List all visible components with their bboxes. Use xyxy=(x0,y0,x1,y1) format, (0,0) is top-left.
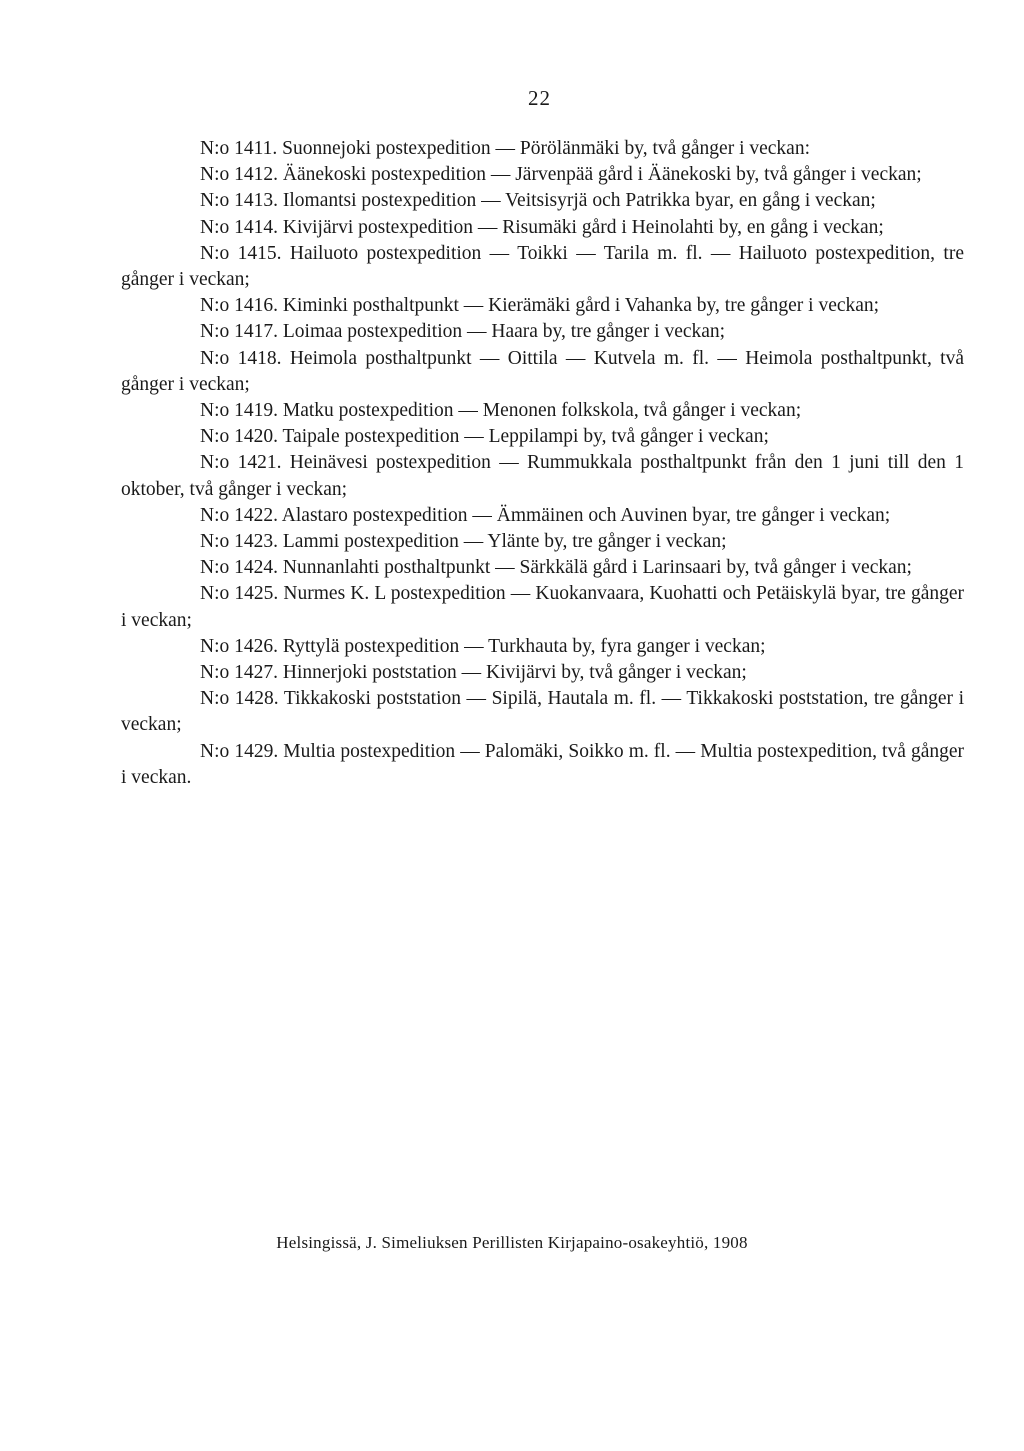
entry-1413: N:o 1413. Ilomantsi postexpedition — Veitsisyrjä och Patrikka byar, en gång i veckan; xyxy=(200,190,876,212)
printer-imprint: Helsingissä, J. Simeliuksen Perillisten Kirjapaino-osakeyhtiö, 1908 xyxy=(276,1233,748,1252)
entry-1414: N:o 1414. Kivijärvi postexpedition — Risumäki gård i Heinolahti by, en gång i veckan; xyxy=(200,216,884,238)
entry-1420: N:o 1420. Taipale postexpedition — Leppilampi by, två gånger i veckan; xyxy=(200,426,769,448)
page-number: 22 xyxy=(528,86,551,110)
entry-1421: N:o 1421. Heinävesi postexpedition — Rummukkala posthaltpunkt från den 1 juni till den 1 oktober, två gånger i veckan; xyxy=(121,452,964,500)
entry-1429: N:o 1429. Multia postexpedition — Palomäki, Soikko m. fl. — Multia postexpedition, två gånger i veckan. xyxy=(121,740,964,788)
entry-1415: N:o 1415. Hailuoto postexpedition — Toikki — Tarila m. fl. — Hailuoto postexpedition, tre gånger i veckan; xyxy=(121,242,964,291)
entry-1423: N:o 1423. Lammi postexpedition — Ylänte by, tre gånger i veckan; xyxy=(200,531,727,553)
body-text xyxy=(121,136,964,791)
entry-1426: N:o 1426. Ryttylä postexpedition — Turkhauta by, fyra ganger i veckan; xyxy=(200,635,766,657)
entry-1419: N:o 1419. Matku postexpedition — Menonen folkskola, två gånger i veckan; xyxy=(200,400,802,422)
entry-1418: N:o 1418. Heimola posthaltpunkt — Oittila — Kutvela m. fl. — Heimola posthaltpunkt, två gånger i veckan; xyxy=(121,347,964,395)
entry-1416: N:o 1416. Kiminki posthaltpunkt — Kierämäki gård i Vahanka by, tre gånger i veckan; xyxy=(200,295,880,317)
entry-1417: N:o 1417. Loimaa postexpedition — Haara by, tre gånger i veckan; xyxy=(200,321,726,343)
entry-1412: N:o 1412. Äänekoski postexpedition — Järvenpää gård i Äänekoski by, två gånger i veckan; xyxy=(200,164,922,186)
entry-1425: N:o 1425. Nurmes K. L postexpedition — Kuokanvaara, Kuohatti och Petäiskylä byar, tre gånger i veckan; xyxy=(121,583,964,631)
entry-1422: N:o 1422. Alastaro postexpedition — Ämmäinen och Auvinen byar, tre gånger i veckan; xyxy=(200,504,891,526)
entry-1424: N:o 1424. Nunnanlahti posthaltpunkt — Särkkälä gård i Larinsaari by, två gånger i veckan; xyxy=(200,557,912,579)
entry-1411: N:o 1411. Suonnejoki postexpedition — Pörölänmäki by, två gånger i veckan: xyxy=(200,138,810,159)
entry-1428: N:o 1428. Tikkakoski poststation — Sipilä, Hautala m. fl. — Tikkakoski poststation, tre gånger i veckan; xyxy=(121,688,964,736)
entry-1427: N:o 1427. Hinnerjoki poststation — Kivijärvi by, två gånger i veckan; xyxy=(200,662,747,684)
